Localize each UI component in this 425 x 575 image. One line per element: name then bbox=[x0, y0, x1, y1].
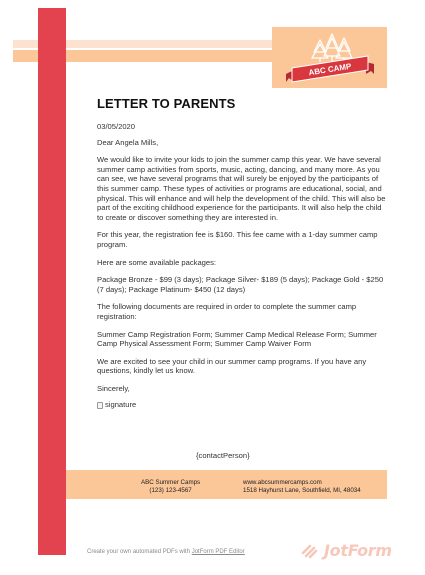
letter-paragraph: Summer Camp Registration Form; Summer Camp Medical Release Form; Summer Camp Physical Assessment Form; Summer Camp Waiver Form bbox=[97, 329, 377, 349]
footer-company: ABC Summer Camps bbox=[141, 479, 201, 486]
credit-prefix: Create your own automated PDFs with bbox=[87, 549, 192, 555]
jotform-mark-icon bbox=[300, 540, 320, 560]
letter-paragraph: We are excited to see your child in our summer camp programs. If you have any questions, kindly let us know. bbox=[97, 356, 367, 376]
jotform-logo[interactable] bbox=[300, 538, 392, 562]
broken-image-icon bbox=[97, 402, 103, 409]
jotform-brand-text: JotForm bbox=[324, 540, 392, 560]
footer-address: 1518 Hayhurst Lane, Southfield, MI, 48034 bbox=[243, 487, 361, 494]
footer-phone: (123) 123-4567 bbox=[149, 487, 192, 494]
signature-alt-text: signature bbox=[105, 400, 137, 410]
jotform-credit bbox=[87, 549, 245, 555]
footer-band bbox=[66, 470, 387, 499]
jotform-pdf-editor-link[interactable]: JotForm PDF Editor bbox=[191, 549, 245, 555]
letter-paragraph: For this year, the registration fee is $160. This fee came with a 1-day summer camp program. bbox=[97, 230, 378, 249]
letter-date: 03/05/2020 bbox=[97, 122, 136, 131]
letter-title: LETTER TO PARENTS bbox=[97, 96, 236, 111]
letter-greeting: Dear Angela Mills, bbox=[97, 137, 159, 147]
decorative-red-bar bbox=[38, 8, 66, 555]
contact-person: {contactPerson} bbox=[196, 451, 250, 460]
tree-icons bbox=[312, 34, 352, 62]
abc-camp-logo bbox=[282, 30, 378, 86]
logo-text: ABC CAMP bbox=[307, 61, 352, 78]
footer-contact-block bbox=[243, 479, 361, 495]
footer-website[interactable]: www.abcsummercamps.com bbox=[243, 479, 322, 486]
letter-closing: Sincerely, bbox=[97, 383, 130, 393]
letter-paragraph: Here are some available packages: bbox=[97, 257, 217, 267]
letter-body bbox=[97, 96, 389, 410]
letter-paragraph: The following documents are required in order to complete the summer camp registration: bbox=[97, 302, 357, 321]
letter-paragraph: We would like to invite your kids to join the summer camp this year. We have several summer camp activities from sports, music, acting, dancing, and many more. As you can see, we have several programs that will surely be enjoyed by the participants of this summer camp. These types of activities or programs are educational, social, and physical. This will enhance and will help the development of the child. This will also be part of the exciting childhood experience for the participants. It will also help the child to create or discover something they are interested in. bbox=[97, 155, 386, 222]
letter-paragraph: Package Bronze - $99 (3 days); Package Silver- $189 (5 days); Package Gold - $250 (7 days); Package Platinum- $450 (12 days) bbox=[97, 275, 384, 294]
signature-image bbox=[97, 400, 389, 410]
footer-company-block bbox=[141, 479, 200, 495]
